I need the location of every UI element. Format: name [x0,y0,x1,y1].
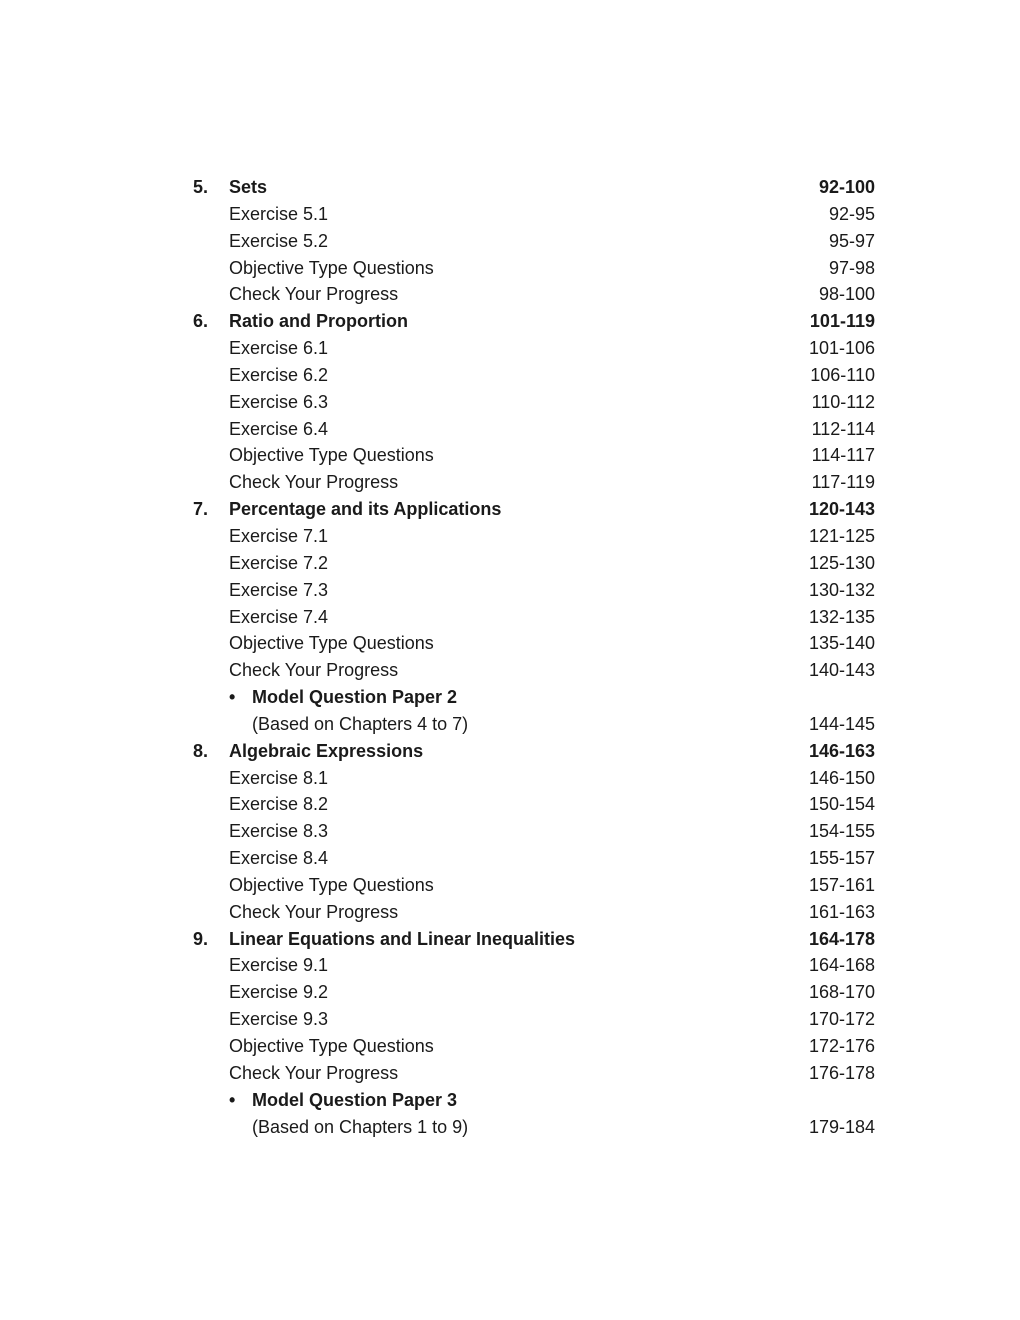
chapter-title: Percentage and its Applications [229,499,502,520]
entry-title: Objective Type Questions [229,257,434,278]
paper-title: Model Question Paper 2 [252,687,458,708]
toc-row-entry [193,899,875,926]
paper-title: Model Question Paper 3 [252,1089,458,1110]
page-range: 140-143 [808,660,875,681]
page-range: 92-100 [818,177,875,197]
toc-row-entry [193,550,875,577]
toc-row-entry [193,765,875,792]
toc-row-chapter [193,738,875,765]
toc-row-entry [193,1006,875,1033]
entry-title: Exercise 5.2 [229,230,329,251]
entry-title: Exercise 9.2 [229,982,329,1003]
page-range: 164-168 [808,955,875,976]
toc-row-entry [193,335,875,362]
page-range: 176-178 [808,1062,875,1083]
toc-row-entry [193,872,875,899]
page-range: 92-95 [828,203,875,224]
bullet-icon: • [229,1089,236,1110]
entry-title: Objective Type Questions [229,445,434,466]
toc-row-entry [193,255,875,282]
chapter-title: Sets [229,177,268,197]
page-range: 135-140 [808,633,875,654]
page-range: 125-130 [808,552,875,573]
toc-row-entry [193,389,875,416]
page-range: 117-119 [811,472,875,493]
toc-row-entry [193,523,875,550]
chapter-number: 6. [193,311,209,332]
page-range: 150-154 [808,794,875,815]
toc-row-entry [193,604,875,631]
toc-row-paper-sub [193,1114,875,1141]
toc-row-entry [193,281,875,308]
toc-row-entry [193,362,875,389]
toc-row-entry [193,1060,875,1087]
table-of-contents [193,174,875,1140]
entry-title: Exercise 6.1 [229,338,329,359]
toc-row-entry [193,201,875,228]
entry-title: Exercise 8.3 [229,821,329,842]
entry-title: Check Your Progress [229,1062,399,1083]
entry-title: Exercise 6.3 [229,391,329,412]
toc-row-entry [193,845,875,872]
chapter-number: 8. [193,740,209,761]
entry-title: Exercise 7.2 [229,552,329,573]
page-range: 144-145 [808,713,875,734]
page-range: 130-132 [808,579,875,600]
toc-row-entry [193,577,875,604]
toc-row-chapter [193,496,875,523]
entry-title: Objective Type Questions [229,874,434,895]
page-range: 170-172 [808,1009,875,1030]
entry-title: Exercise 7.1 [229,525,329,546]
page-range: 154-155 [808,821,875,842]
chapter-title: Ratio and Proportion [229,311,408,332]
toc-row-chapter [193,308,875,335]
page-range: 120-143 [808,499,875,520]
toc-row-entry [193,630,875,657]
page-range: 168-170 [808,982,875,1003]
page-range: 179-184 [808,1116,875,1137]
toc-row-entry [193,818,875,845]
page-range: 146-163 [808,740,875,761]
page-range: 101-119 [809,311,875,332]
entry-title: Check Your Progress [229,284,399,305]
page-range: 106-110 [810,364,875,385]
toc-row-paper-sub [193,711,875,738]
toc-row-entry [193,442,875,469]
toc-row-entry [193,1033,875,1060]
page-range: 155-157 [808,848,875,869]
entry-title: Exercise 8.4 [229,848,329,869]
chapter-title: Linear Equations and Linear Inequalities [229,928,576,949]
chapter-number: 7. [193,499,209,520]
entry-title: Check Your Progress [229,660,399,681]
entry-title: Exercise 8.1 [229,767,329,788]
toc-row-chapter [193,926,875,953]
toc-row-entry [193,416,875,443]
entry-title: Exercise 5.1 [229,203,329,224]
page-range: 172-176 [808,1036,875,1056]
chapter-number: 5. [193,177,209,197]
entry-title: Objective Type Questions [229,1036,434,1056]
entry-title: Exercise 9.3 [229,1009,329,1030]
toc-row-paper [193,684,875,711]
page-range: 112-114 [811,418,875,439]
bullet-icon: • [229,687,236,708]
page-range: 110-112 [811,391,875,412]
toc-row-entry [193,791,875,818]
page-range: 121-125 [808,525,875,546]
toc-row-chapter [193,174,875,201]
entry-title: Objective Type Questions [229,633,434,654]
entry-title: Check Your Progress [229,472,399,493]
page-range: 161-163 [808,901,875,922]
toc-row-entry [193,657,875,684]
entry-title: Exercise 7.4 [229,606,329,627]
paper-title: (Based on Chapters 4 to 7) [252,713,469,734]
entry-title: Exercise 6.4 [229,418,329,439]
page-range: 157-161 [808,874,875,895]
entry-title: Exercise 9.1 [229,955,329,976]
page-range: 164-178 [808,928,875,949]
page-range: 98-100 [818,284,875,305]
page-range: 95-97 [828,230,875,251]
toc-row-entry [193,952,875,979]
entry-title: Check Your Progress [229,901,399,922]
page-range: 132-135 [808,606,875,627]
paper-title: (Based on Chapters 1 to 9) [252,1116,469,1137]
toc-row-entry [193,228,875,255]
chapter-title: Algebraic Expressions [229,740,424,761]
chapter-number: 9. [193,928,209,949]
toc-row-paper [193,1087,875,1114]
page-range: 101-106 [808,338,875,359]
toc-row-entry [193,979,875,1006]
entry-title: Exercise 7.3 [229,579,329,600]
page-range: 146-150 [808,767,875,788]
entry-title: Exercise 6.2 [229,364,329,385]
page-range: 114-117 [811,445,875,466]
page-range: 97-98 [828,257,875,278]
entry-title: Exercise 8.2 [229,794,329,815]
toc-row-entry [193,469,875,496]
